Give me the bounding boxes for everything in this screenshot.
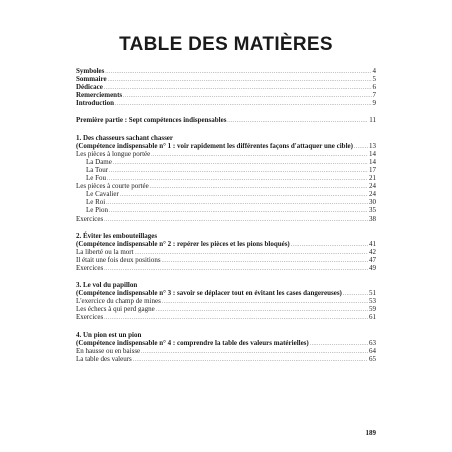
toc-entry-page: 13: [369, 141, 376, 150]
toc-entry-label: (Compétence indispensable n° 3 : savoir se déplacer tout en évitant les cases dangereuses): [76, 289, 342, 298]
toc-entry-label: Le Fou: [86, 174, 107, 183]
toc-entry-label: (Compétence indispensable n° 4 : comprendre la table des valeurs matérielles): [76, 338, 309, 347]
toc-entry-page: 24: [369, 190, 376, 199]
toc-entry-label: Sommaire: [76, 75, 107, 84]
toc-entry[interactable]: [76, 198, 376, 206]
toc-entry-label: Dédicace: [76, 83, 103, 92]
toc-entry-page: 6: [372, 83, 376, 92]
leader-dots: [141, 349, 368, 357]
toc-entry-label: Le Pion: [86, 206, 108, 215]
leader-dots: [343, 291, 368, 299]
toc-entry-page: 65: [369, 354, 376, 363]
leader-dots: [135, 250, 368, 258]
leader-dots: [310, 341, 368, 349]
chapter-title: 4. Un pion est un pion: [76, 330, 142, 339]
leader-dots: [156, 307, 368, 315]
leader-dots: [109, 168, 368, 176]
leader-dots: [151, 152, 368, 160]
toc-entry[interactable]: [76, 182, 376, 190]
toc-entry-label: L'exercice du champ de mines: [76, 297, 161, 306]
leader-dots: [291, 242, 368, 250]
toc-entry-page: 41: [369, 239, 376, 248]
toc-entry[interactable]: [76, 355, 376, 363]
toc-entry-page: 11: [369, 116, 376, 125]
toc-entry-label: La table des valeurs: [76, 354, 132, 363]
toc-entry-page: 4: [372, 67, 376, 75]
toc-entry-label: (Compétence indispensable n° 2 : repérer les pièces et les pions bloqués): [76, 239, 290, 248]
toc-skill-entry[interactable]: [76, 339, 376, 347]
toc-entry-page: 35: [369, 206, 376, 215]
toc-entry[interactable]: [76, 264, 376, 272]
toc-entry[interactable]: [76, 305, 376, 313]
toc-entry-page: 38: [369, 214, 376, 223]
leader-dots: [113, 160, 368, 168]
leader-dots: [123, 93, 371, 101]
toc-entry-label: En hausse ou en baisse: [76, 346, 141, 355]
toc-entry-page: 61: [369, 313, 376, 322]
toc-entry-label: Remerciements: [76, 91, 123, 100]
chapter-title: 1. Des chasseurs sachant chasser: [76, 133, 174, 142]
toc-entry-sommaire[interactable]: [76, 75, 376, 83]
toc-entry[interactable]: [76, 347, 376, 355]
toc-entry-label: Symboles: [76, 67, 105, 75]
toc-entry-page: 53: [369, 297, 376, 306]
leader-dots: [104, 266, 368, 274]
toc-entry-symboles[interactable]: [76, 67, 376, 75]
toc-entry[interactable]: [76, 248, 376, 256]
leader-dots: [162, 258, 368, 266]
toc-entry-page: 24: [369, 182, 376, 191]
chapter-title: 3. Le vol du papillon: [76, 281, 138, 290]
table-of-contents: [76, 67, 376, 363]
toc-skill-entry[interactable]: [76, 289, 376, 297]
leader-dots: [227, 118, 368, 126]
leader-dots: [133, 357, 368, 365]
toc-entry-label: Le Roi: [86, 198, 106, 207]
toc-entry[interactable]: [76, 150, 376, 158]
toc-entry[interactable]: [76, 206, 376, 214]
toc-entry[interactable]: [76, 297, 376, 305]
leader-dots: [150, 184, 368, 192]
toc-entry-label: La Dame: [86, 157, 112, 166]
page-title: TABLE DES MATIÈRES: [119, 34, 333, 55]
toc-entry-introduction[interactable]: [76, 99, 376, 107]
toc-entry-page: 21: [369, 174, 376, 183]
leader-dots: [106, 200, 368, 208]
leader-dots: [354, 144, 368, 152]
toc-entry-page: 14: [369, 149, 376, 158]
toc-entry-label: Première partie : Sept compétences indispensables: [76, 116, 227, 125]
toc-entry-label: Exercices: [76, 214, 104, 223]
leader-dots: [104, 315, 368, 323]
leader-dots: [108, 77, 372, 85]
toc-entry-dedicace[interactable]: [76, 83, 376, 91]
toc-entry-label: Les pièces à courte portée: [76, 182, 149, 191]
leader-dots: [115, 101, 372, 109]
toc-entry-page: 49: [369, 263, 376, 272]
toc-entry-label: (Compétence indispensable n° 1 : voir rapidement les différentes façons d'attaquer une cible): [76, 141, 353, 150]
toc-entry[interactable]: [76, 190, 376, 198]
toc-entry-page: 47: [369, 255, 376, 264]
leader-dots: [104, 85, 372, 93]
toc-entry-page: 63: [369, 338, 376, 347]
toc-entry-page: 64: [369, 346, 376, 355]
toc-entry-page: 5: [372, 75, 376, 84]
toc-entry-label: La liberté ou la mort: [76, 247, 134, 256]
toc-entry-page: 7: [372, 91, 376, 100]
toc-entry-label: La Tour: [86, 165, 109, 174]
leader-dots: [120, 192, 368, 200]
toc-entry[interactable]: [76, 158, 376, 166]
toc-entry-page: 14: [369, 157, 376, 166]
toc-skill-entry[interactable]: [76, 240, 376, 248]
toc-entry-label: Les pièces à longue portée: [76, 149, 151, 158]
toc-entry-label: Introduction: [76, 99, 114, 108]
toc-entry[interactable]: [76, 166, 376, 174]
toc-part-heading[interactable]: [76, 116, 376, 124]
toc-entry-page: 51: [369, 289, 376, 298]
toc-entry-page: 42: [369, 247, 376, 256]
toc-entry-label: Le Cavalier: [86, 190, 119, 199]
toc-entry-page: 59: [369, 305, 376, 314]
page-number: 189: [365, 429, 376, 437]
toc-skill-entry[interactable]: [76, 142, 376, 150]
chapter-title: 2. Éviter les embouteillages: [76, 231, 158, 240]
toc-entry-label: Il était une fois deux positions: [76, 255, 161, 264]
toc-entry-label: Exercices: [76, 313, 104, 322]
toc-entry[interactable]: [76, 256, 376, 264]
leader-dots: [104, 217, 368, 225]
toc-entry[interactable]: [76, 215, 376, 223]
toc-entry[interactable]: [76, 174, 376, 182]
leader-dots: [162, 299, 368, 307]
toc-entry-page: 17: [369, 165, 376, 174]
toc-entry-page: 9: [372, 99, 376, 108]
toc-entry-page: 30: [369, 198, 376, 207]
leader-dots: [109, 208, 368, 216]
leader-dots: [105, 69, 371, 77]
toc-entry-remerciements[interactable]: [76, 91, 376, 99]
toc-entry[interactable]: [76, 313, 376, 321]
toc-entry-label: Les échecs à qui perd gagne: [76, 305, 155, 314]
toc-entry-label: Exercices: [76, 263, 104, 272]
